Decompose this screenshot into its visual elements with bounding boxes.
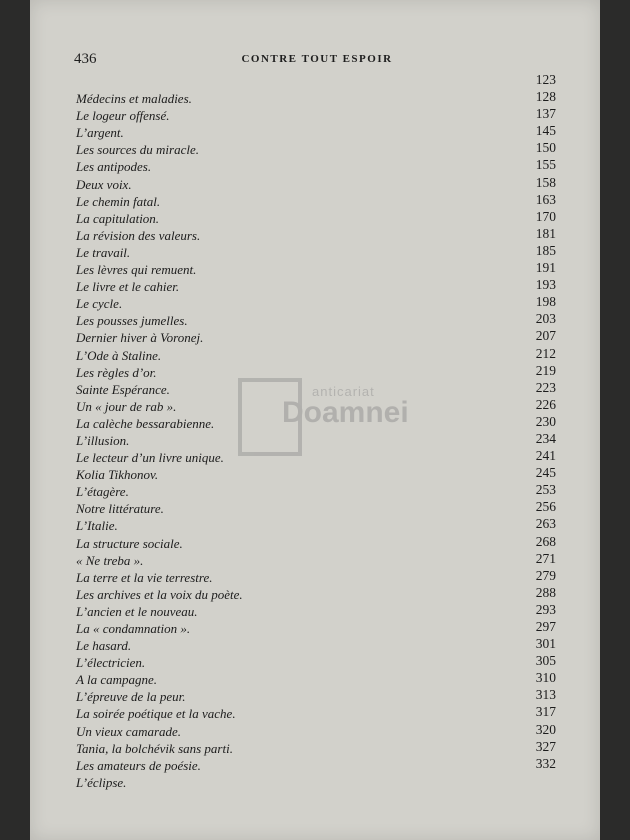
toc-entry-title: L’électricien.: [76, 655, 146, 671]
book-page: [30, 0, 600, 840]
toc-row: [76, 653, 556, 670]
toc-entry-page: 230: [535, 413, 556, 429]
toc-entry-title: Le lecteur d’un livre unique.: [76, 450, 224, 466]
toc-row: [76, 585, 556, 602]
toc-entry-page: 212: [535, 345, 556, 361]
toc-entry-page: 219: [535, 362, 556, 378]
toc-entry-page: 234: [535, 430, 556, 446]
toc-entry-page: 191: [535, 260, 556, 276]
toc-entry-title: L’illusion.: [76, 432, 130, 448]
toc-entry-title: Le logeur offensé.: [76, 108, 170, 124]
toc-entry-title: Le cycle.: [76, 296, 123, 312]
toc-row: [76, 346, 556, 363]
toc-row: [76, 516, 556, 533]
toc-row: [76, 687, 556, 704]
toc-entry-title: Le travail.: [76, 244, 131, 260]
toc-entry-page: 223: [535, 379, 556, 395]
toc-row: [76, 568, 556, 585]
toc-entry-page: 155: [535, 157, 556, 173]
toc-entry-page: 185: [535, 242, 556, 258]
watermark-brand: Doamnei: [282, 396, 409, 429]
toc-row: [76, 192, 556, 209]
toc-entry-title: L’Ode à Staline.: [76, 347, 162, 363]
toc-entry-page: 253: [535, 482, 556, 498]
toc-row: [76, 123, 556, 140]
toc-entry-page: 313: [535, 687, 556, 703]
toc-entry-title: La terre et la vie terrestre.: [76, 569, 213, 585]
toc-entry-title: Sainte Espérance.: [76, 381, 170, 397]
toc-entry-title: Les règles d’or.: [76, 364, 157, 380]
toc-row: [76, 670, 556, 687]
toc-entry-page: 256: [535, 499, 556, 515]
toc-entry-page: 181: [535, 225, 556, 241]
toc-row: [76, 243, 556, 260]
toc-row: [76, 226, 556, 243]
toc-row: [76, 157, 556, 174]
toc-entry-page: 145: [535, 123, 556, 139]
toc-row: [76, 89, 556, 106]
toc-entry-title: Les antipodes.: [76, 159, 152, 175]
toc-row: [76, 756, 556, 773]
toc-entry-page: 332: [535, 755, 556, 771]
toc-entry-title: Les lèvres qui remuent.: [76, 262, 197, 278]
toc-row: [76, 636, 556, 653]
toc-row: [76, 499, 556, 516]
toc-row: [76, 602, 556, 619]
toc-entry-title: Le livre et le cahier.: [76, 279, 180, 295]
toc-entry-page: 297: [535, 619, 556, 634]
toc-entry-title: La calèche bessarabienne.: [76, 415, 215, 431]
toc-row: [76, 739, 556, 756]
toc-entry-page: 320: [535, 721, 556, 737]
toc-entry-page: 226: [535, 396, 556, 412]
toc-entry-title: L’ancien et le nouveau.: [76, 603, 198, 619]
toc-entry-page: 123: [535, 72, 556, 87]
toc-row: [76, 465, 556, 482]
toc-entry-title: La soirée poétique et la vache.: [76, 706, 236, 722]
toc-entry-page: 150: [535, 140, 556, 156]
toc-entry-title: Le chemin fatal.: [76, 193, 161, 209]
toc-entry-title: Les sources du miracle.: [76, 142, 200, 158]
toc-entry-page: 245: [535, 465, 556, 481]
toc-row: [76, 722, 556, 739]
toc-entry-title: L’étagère.: [76, 484, 129, 500]
toc-entry-page: 271: [535, 550, 556, 566]
toc-entry-page: 310: [535, 670, 556, 686]
toc-row: [76, 294, 556, 311]
toc-entry-title: La révision des valeurs.: [76, 227, 201, 243]
toc-entry-title: Le hasard.: [76, 638, 132, 654]
toc-entry-page: 170: [535, 208, 556, 224]
toc-row: [76, 551, 556, 568]
watermark-logo: [238, 378, 428, 458]
toc-entry-title: Les amateurs de poésie.: [76, 757, 201, 773]
toc-row: [76, 260, 556, 277]
toc-entry-page: 198: [535, 294, 556, 310]
toc-row: [76, 773, 556, 790]
toc-entry-page: 207: [535, 328, 556, 344]
toc-entry-title: L’Italie.: [76, 518, 118, 534]
toc-entry-title: La capitulation.: [76, 210, 160, 226]
toc-entry-title: L’argent.: [76, 125, 124, 141]
toc-entry-title: Tania, la bolchévik sans parti.: [76, 740, 233, 756]
toc-entry-title: Médecins et maladies.: [76, 91, 192, 107]
toc-entry-page: 128: [535, 89, 556, 105]
toc-entry-title: Les pousses jumelles.: [76, 313, 188, 329]
toc-entry-page: 317: [535, 704, 556, 720]
toc-entry-page: 263: [535, 516, 556, 532]
page-number: 436: [74, 51, 97, 67]
toc-entry-title: Un « jour de rab ».: [76, 398, 177, 414]
toc-row: [76, 106, 556, 123]
page-header: [74, 51, 560, 71]
toc-entry-title: Un vieux camarade.: [76, 723, 182, 739]
toc-entry-title: Deux voix.: [76, 176, 132, 192]
toc-entry-title: « Ne treba ».: [76, 552, 144, 568]
toc-entry-page: 158: [535, 174, 556, 190]
toc-entry-page: 241: [535, 448, 556, 464]
toc-entry-page: 203: [535, 311, 556, 327]
toc-row: [76, 140, 556, 157]
toc-entry-page: 268: [535, 533, 556, 549]
toc-row: [76, 328, 556, 345]
toc-row: [76, 277, 556, 294]
toc-entry-page: 293: [535, 601, 556, 617]
toc-entry-title: Kolia Tikhonov.: [76, 467, 159, 483]
toc-entry-page: 288: [535, 584, 556, 600]
toc-entry-title: Notre littérature.: [76, 501, 164, 517]
toc-row: [76, 311, 556, 328]
toc-row: [76, 619, 556, 636]
toc-entry-page: 193: [535, 277, 556, 293]
running-title: CONTRE TOUT ESPOIR: [241, 53, 393, 65]
toc-entry-title: Dernier hiver à Voronej.: [76, 330, 204, 346]
toc-entry-title: L’épreuve de la peur.: [76, 689, 186, 705]
toc-entry-page: 279: [535, 567, 556, 583]
toc-entry-title: La structure sociale.: [76, 535, 183, 551]
toc-entry-page: 163: [535, 191, 556, 207]
toc-row: [76, 534, 556, 551]
toc-entry-page: 305: [535, 653, 556, 669]
toc-row: [76, 209, 556, 226]
toc-entry-title: A la campagne.: [76, 672, 157, 688]
toc-entry-page: 327: [535, 738, 556, 754]
toc-row: [76, 482, 556, 499]
toc-entry-page: 301: [535, 636, 556, 652]
watermark-small-text: anticariat: [312, 384, 375, 399]
toc-row: [76, 704, 556, 721]
toc-entry-title: La « condamnation ».: [76, 621, 191, 636]
toc-entry-title: Les archives et la voix du poète.: [76, 586, 243, 602]
toc-row: [76, 72, 556, 89]
toc-row: [76, 175, 556, 192]
toc-entry-page: 137: [535, 106, 556, 122]
toc-entry-title: L’éclipse.: [76, 774, 127, 790]
